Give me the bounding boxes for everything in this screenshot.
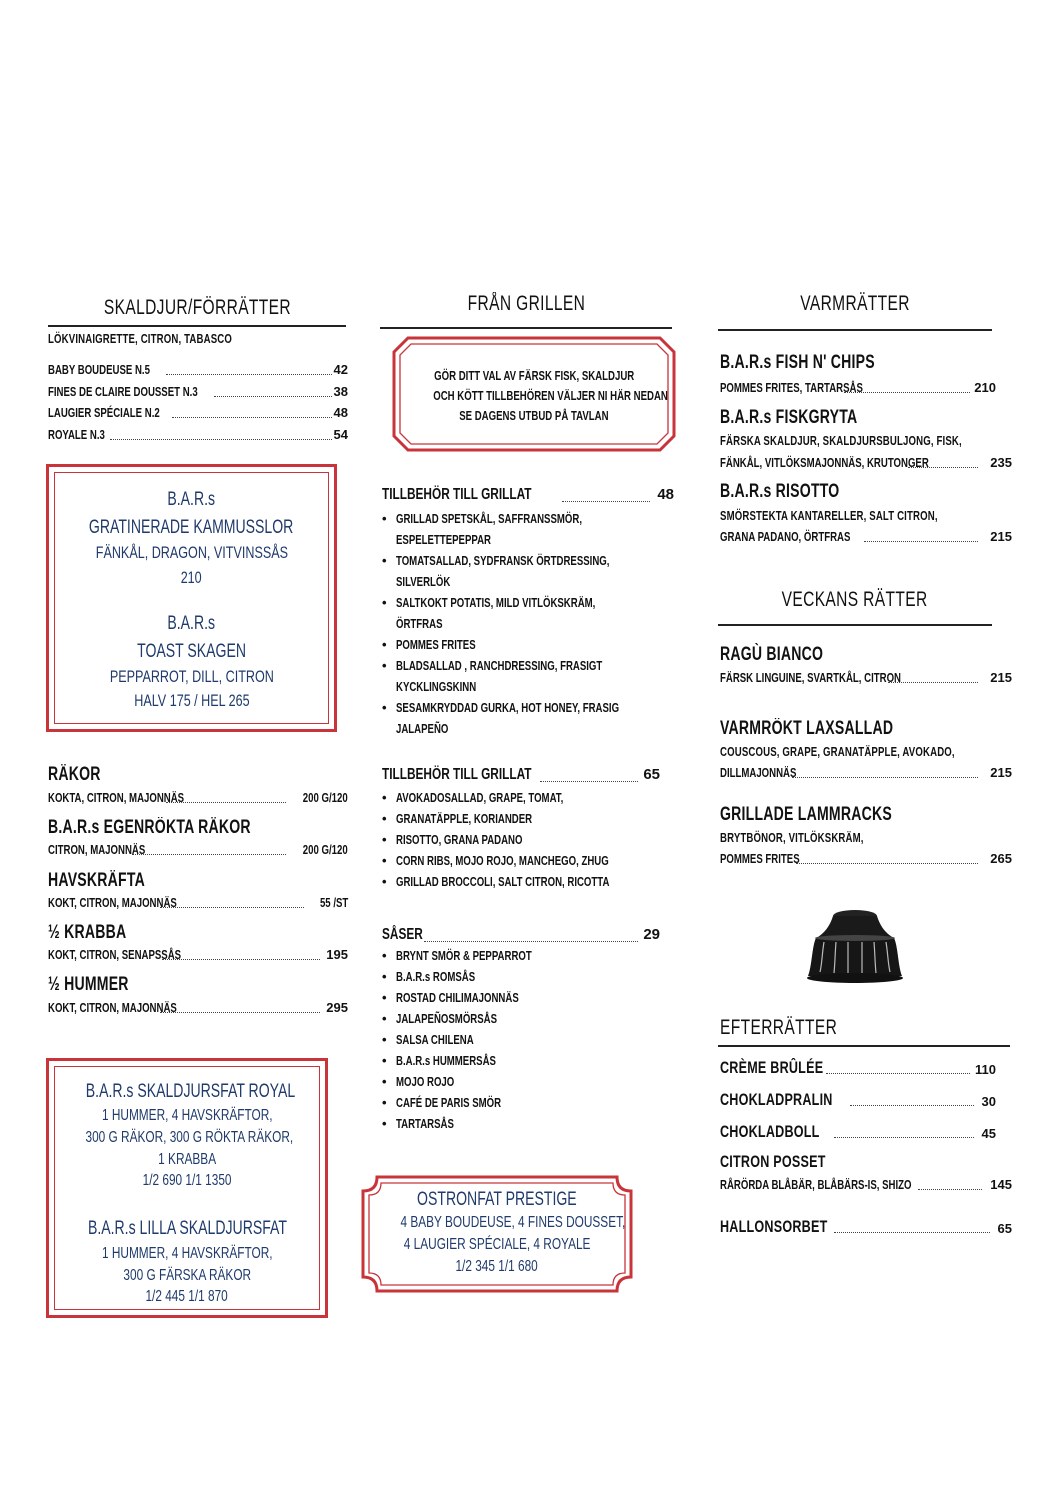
side-title: TILLBEHÖR TILL GRILLAT 65 bbox=[382, 766, 660, 783]
item-desc: BRYTBÖNOR, VITLÖKSKRÄM, bbox=[720, 830, 864, 845]
item-title: ½ HUMMER bbox=[48, 974, 129, 995]
menu-row: HALLONSORBET 65 bbox=[720, 1217, 1012, 1236]
list-item: KYCKLINGSKINN bbox=[396, 679, 477, 694]
item-desc: SMÖRSTEKTA KANTARELLER, SALT CITRON, bbox=[720, 508, 938, 523]
weekly-heading: VECKANS RÄTTER bbox=[782, 588, 928, 611]
list-item: SILVERLÖK bbox=[396, 574, 451, 589]
list-item: • GRILLAD SPETSKÅL, SAFFRANSSMÖR, bbox=[382, 508, 697, 529]
menu-row: CHOKLADBOLL 45 bbox=[720, 1122, 996, 1141]
sauces-title: SÅSER 29 bbox=[382, 926, 660, 943]
list-item: • GRANATÄPPLE, KORIANDER bbox=[382, 808, 684, 829]
platter-box: B.A.R.s SKALDJURSFAT ROYAL 1 HUMMER, 4 HAVSKRÄFTOR, 300 G RÄKOR, 300 G RÖKTA RÄKOR, 1 KRABBA 1/2 690 1/1 1350 B.A.R.s LILLA SKALDJURSFAT 1 HUMMER, 4 HAVSKRÄFTOR, 300 G FÄRSKA RÄKOR 1/2 445 1/1 870 bbox=[46, 1058, 328, 1318]
list-item: • JALAPEÑOSMÖRSÅS bbox=[382, 1008, 579, 1029]
list-item: ÖRTFRAS bbox=[396, 616, 443, 631]
menu-row: KOKT, CITRON, MAJONNÄS 295 bbox=[48, 1000, 348, 1015]
list-item: • TOMATSALLAD, SYDFRANSK ÖRTDRESSING, bbox=[382, 550, 697, 571]
divider bbox=[48, 325, 346, 327]
item-title: B.A.R.s RISOTTO bbox=[720, 481, 840, 502]
list-item: • BLADSALLAD , RANCHDRESSING, FRASIGT bbox=[382, 655, 697, 676]
side-title: TILLBEHÖR TILL GRILLAT 48 bbox=[382, 486, 674, 503]
menu-row: FINES DE CLAIRE DOUSSET N.3 38 bbox=[48, 384, 348, 399]
item-title: B.A.R.s FISH N' CHIPS bbox=[720, 352, 875, 373]
menu-row: FÄRSK LINGUINE, SVARTKÅL, CITRON 215 bbox=[720, 670, 1012, 685]
prestige-text: OSTRONFAT PRESTIGE 4 BABY BOUDEUSE, 4 FINES DOUSSET, 4 LAUGIER SPÉCIALE, 4 ROYALE 1/2 345 1/1 680 bbox=[400, 1189, 626, 1275]
item-title: RAGÙ BIANCO bbox=[720, 644, 824, 665]
item-title: ½ KRABBA bbox=[48, 922, 127, 943]
menu-row: KOKT, CITRON, MAJONNÄS 55 /ST bbox=[48, 895, 348, 910]
side-list bbox=[382, 508, 697, 739]
menu-row: CRÈME BRÛLÉE 110 bbox=[720, 1058, 996, 1077]
list-item: • CAFÉ DE PARIS SMÖR bbox=[382, 1092, 579, 1113]
list-item: • AVOKADOSALLAD, GRAPE, TOMAT, bbox=[382, 787, 684, 808]
featured-box: B.A.R.s GRATINERADE KAMMUSSLOR FÄNKÅL, DRAGON, VITVINSSÅS 210 B.A.R.s TOAST SKAGEN PEPPARROT, DILL, CITRON HALV 175 / HEL 265 bbox=[46, 464, 337, 732]
side-list bbox=[382, 787, 684, 892]
list-item: • SALSA CHILENA bbox=[382, 1029, 579, 1050]
jelly-mold-icon bbox=[802, 906, 908, 984]
item-title: RÄKOR bbox=[48, 764, 101, 785]
notice-text: GÖR DITT VAL AV FÄRSK FISK, SKALDJUR OCH KÖTT TILLBEHÖREN VÄLJER NI HÄR NEDAN SE DAGENS UTBUD PÅ TAVLAN bbox=[433, 368, 668, 423]
menu-row: KOKTA, CITRON, MAJONNÄS 200 G/120 bbox=[48, 790, 348, 805]
divider bbox=[718, 329, 992, 331]
list-item: • GRILLAD BROCCOLI, SALT CITRON, RICOTTA bbox=[382, 871, 684, 892]
menu-row: LAUGIER SPÉCIALE N.2 48 bbox=[48, 405, 348, 420]
item-title: VARMRÖKT LAXSALLAD bbox=[720, 718, 894, 739]
menu-row: CHOKLADPRALIN 30 bbox=[720, 1090, 996, 1109]
item-title: B.A.R.s EGENRÖKTA RÄKOR bbox=[48, 817, 251, 838]
menu-row: FÄNKÅL, VITLÖKSMAJONNÄS, KRUTONGER 235 bbox=[720, 455, 1012, 470]
menu-row: KOKT, CITRON, SENAPSSÅS 195 bbox=[48, 947, 348, 962]
list-item: JALAPEÑO bbox=[396, 721, 449, 736]
menu-row: DILLMAJONNÄS 215 bbox=[720, 765, 1012, 780]
list-item: • ROSTAD CHILIMAJONNÄS bbox=[382, 987, 579, 1008]
item-desc: FÄRSKA SKALDJUR, SKALDJURSBULJONG, FISK, bbox=[720, 433, 962, 448]
menu-row: ROYALE N.3 54 bbox=[48, 427, 348, 442]
menu-row: POMMES FRITES, TARTARSÅS 210 bbox=[720, 380, 996, 395]
list-item: • MOJO ROJO bbox=[382, 1071, 579, 1092]
list-item: • SESAMKRYDDAD GURKA, HOT HONEY, FRASIG bbox=[382, 697, 697, 718]
menu-row: BABY BOUDEUSE N.5 42 bbox=[48, 362, 348, 377]
list-item: • B.A.R.s ROMSÅS bbox=[382, 966, 579, 987]
list-item: ESPELETTEPEPPAR bbox=[396, 532, 491, 547]
list-item: • BRYNT SMÖR & PEPPARROT bbox=[382, 945, 579, 966]
list-item: • B.A.R.s HUMMERSÅS bbox=[382, 1050, 579, 1071]
list-item: • RISOTTO, GRANA PADANO bbox=[382, 829, 684, 850]
item-title: GRILLADE LAMMRACKS bbox=[720, 804, 892, 825]
divider bbox=[380, 327, 672, 329]
grill-heading: FRÅN GRILLEN bbox=[467, 292, 585, 315]
item-desc: COUSCOUS, GRAPE, GRANATÄPPLE, AVOKADO, bbox=[720, 744, 955, 759]
menu-row: POMMES FRITES 265 bbox=[720, 851, 1012, 866]
dessert-heading: EFTERRÄTTER bbox=[720, 1016, 838, 1039]
divider bbox=[718, 624, 992, 626]
menu-row: GRANA PADANO, ÖRTFRAS 215 bbox=[720, 529, 1012, 544]
item-title: HAVSKRÄFTA bbox=[48, 870, 145, 891]
list-item: • TARTARSÅS bbox=[382, 1113, 579, 1134]
item-title: CITRON POSSET bbox=[720, 1152, 826, 1171]
list-item: • POMMES FRITES bbox=[382, 634, 697, 655]
sauces-list bbox=[382, 945, 579, 1134]
menu-row: RÅRÖRDA BLÅBÄR, BLÅBÄRS-IS, SHIZO 145 bbox=[720, 1177, 1012, 1192]
divider bbox=[718, 1045, 1010, 1047]
item-title: B.A.R.s FISKGRYTA bbox=[720, 407, 858, 428]
skaldjur-heading: SKALDJUR/FÖRRÄTTER bbox=[103, 296, 291, 319]
list-item: • CORN RIBS, MOJO ROJO, MANCHEGO, ZHUG bbox=[382, 850, 684, 871]
menu-row: CITRON, MAJONNÄS 200 G/120 bbox=[48, 842, 348, 857]
list-item: • SALTKOKT POTATIS, MILD VITLÖKSKRÄM, bbox=[382, 592, 697, 613]
varm-heading: VARMRÄTTER bbox=[800, 292, 910, 315]
skaldjur-subtitle: LÖKVINAIGRETTE, CITRON, TABASCO bbox=[48, 331, 232, 346]
